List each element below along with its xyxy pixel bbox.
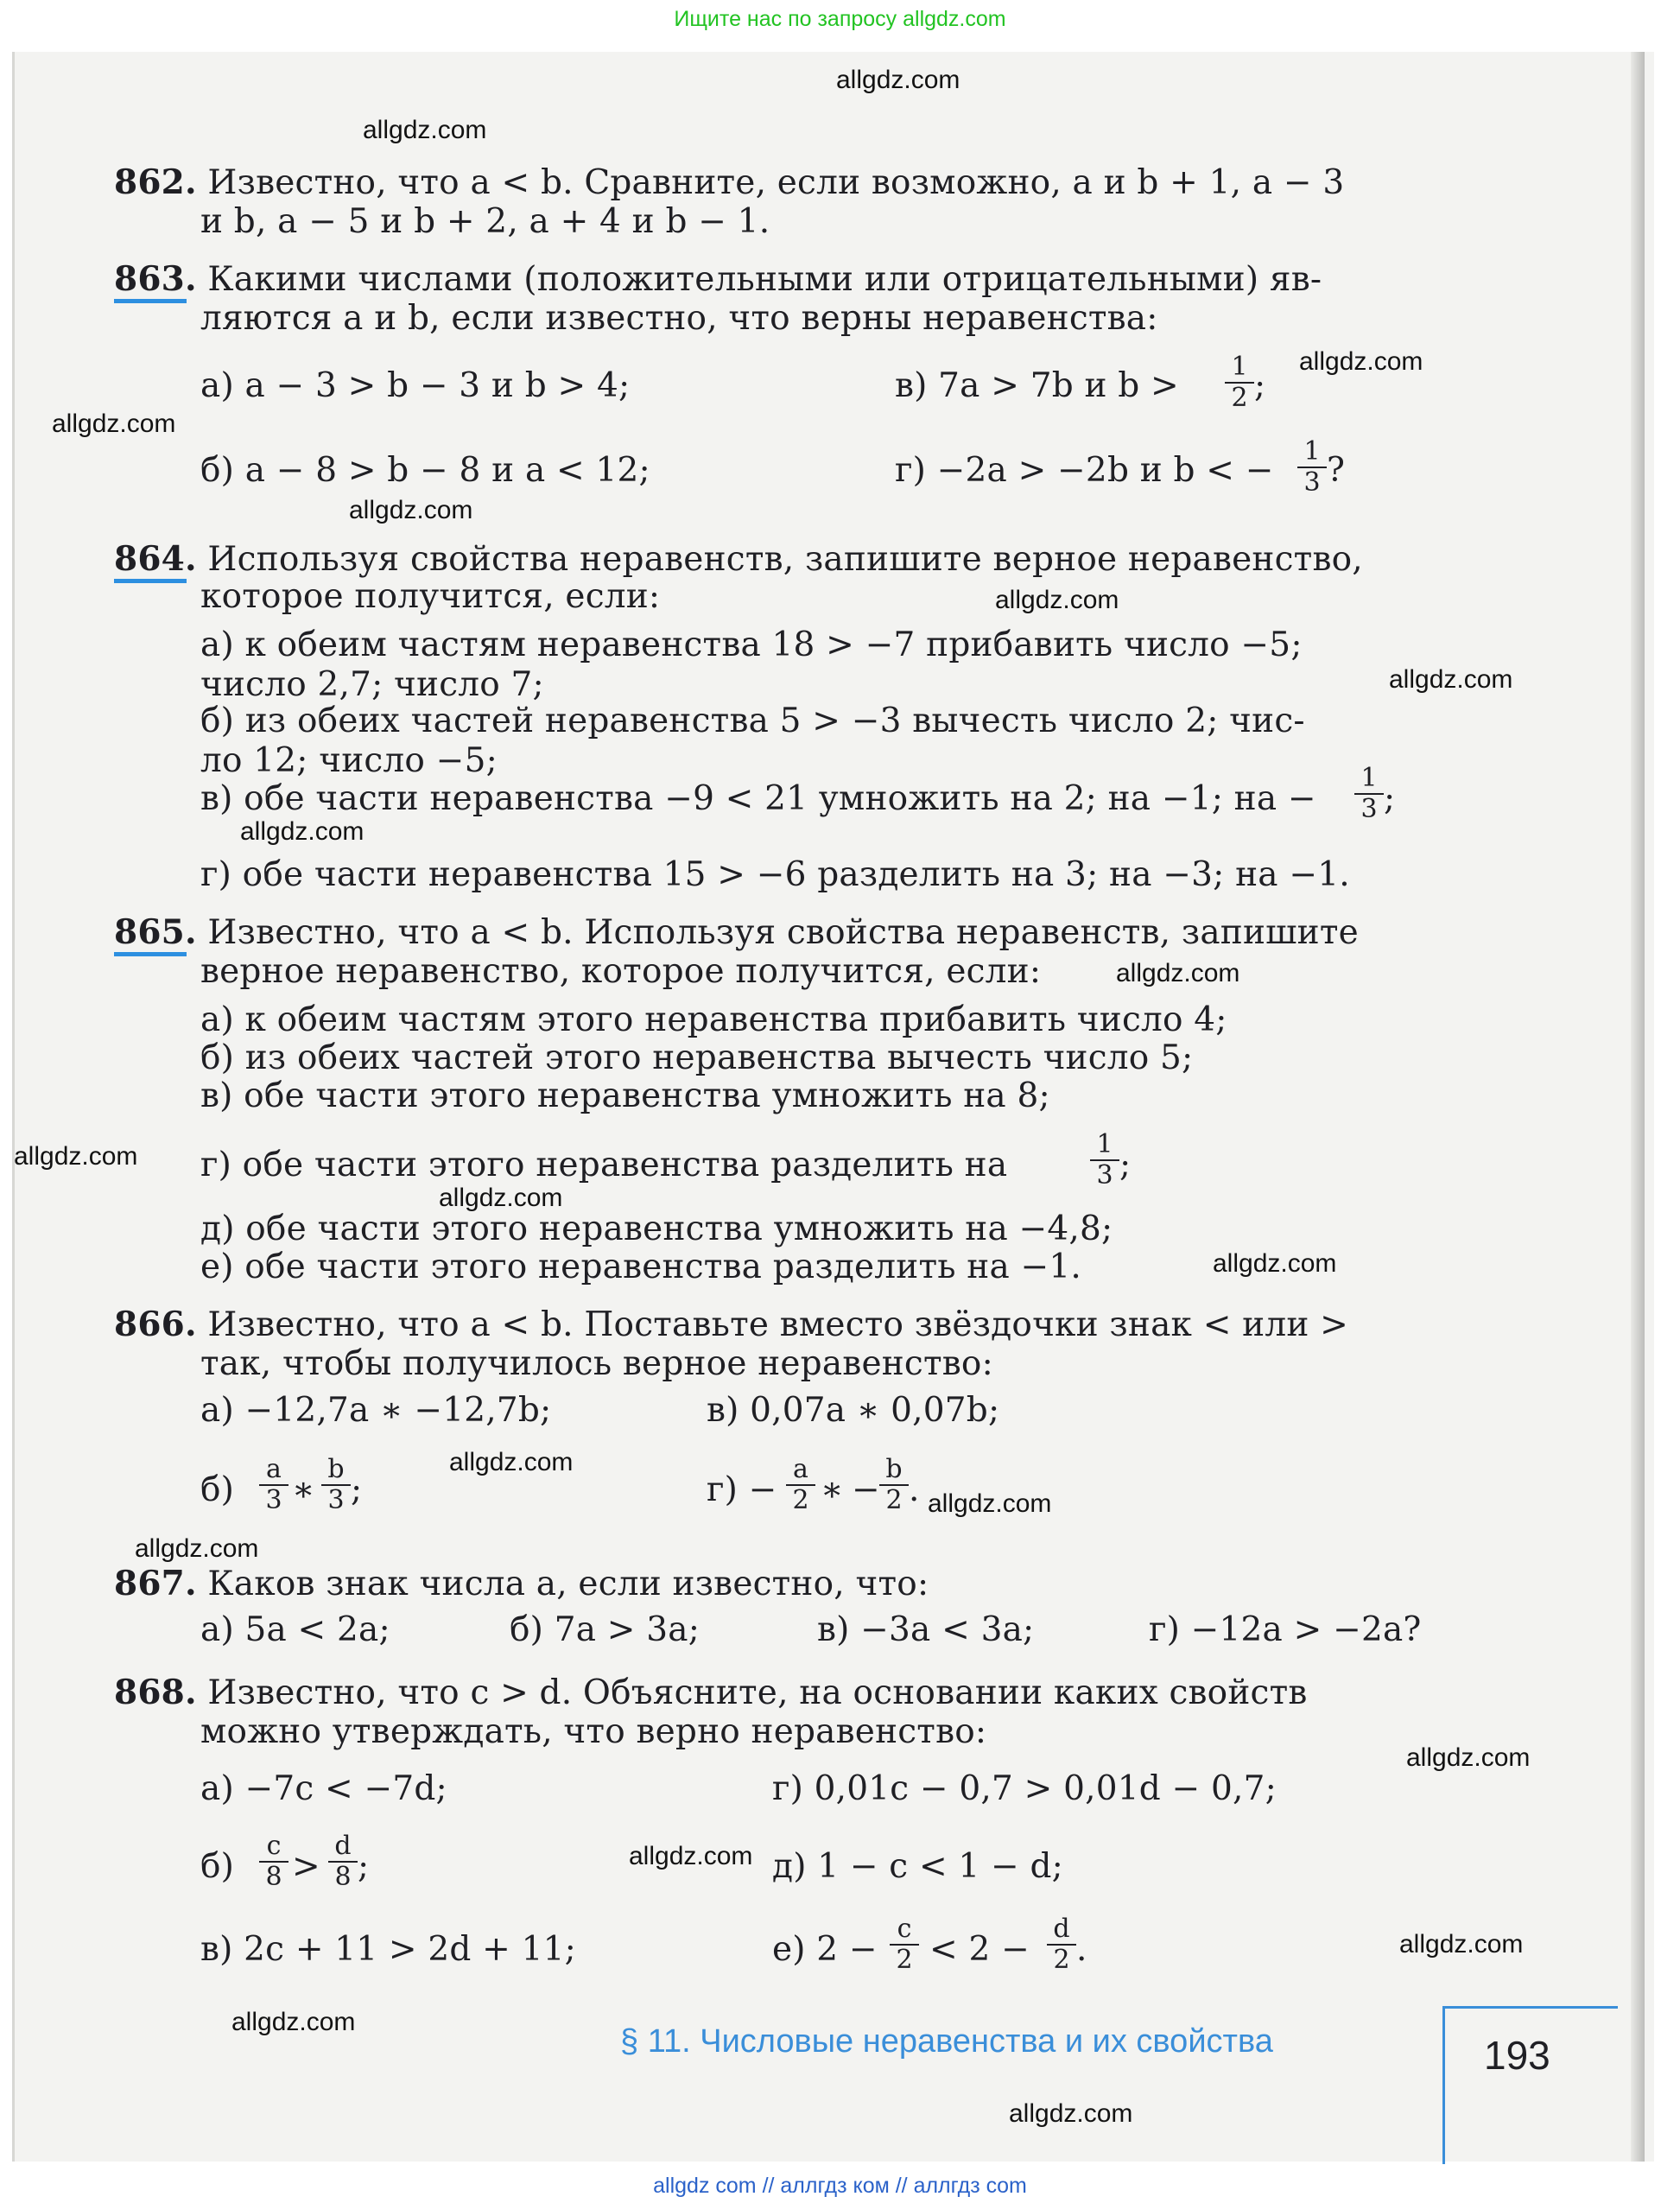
- exercise-865-line-1: [114, 912, 1359, 953]
- exercise-866-item-a: а) −12,7a ∗ −12,7b;: [200, 1391, 552, 1430]
- bottom-banner[interactable]: allgdz com // аллгдз ком // аллгдз com: [653, 2174, 1027, 2198]
- exercise-867-item-g: г) −12a > −2a?: [1149, 1610, 1422, 1649]
- exercise-863-line-2: ляются a и b, если известно, что верны неравенства:: [200, 299, 1158, 338]
- star-operator: ∗: [821, 1470, 844, 1509]
- exercise-text: Известно, что a < b. Сравните, если возможно, a и b + 1, a − 3: [207, 163, 1345, 202]
- exercise-868-item-b: б): [200, 1847, 235, 1886]
- top-banner[interactable]: Ищите нас по запросу allgdz.com: [674, 7, 1006, 31]
- fraction-one-third: $\frac{1}{3}$: [1090, 1132, 1119, 1189]
- exercise-text: Используя свойства неравенств, запишите верное неравенство,: [207, 540, 1363, 579]
- exercise-number: 865.: [114, 912, 197, 952]
- exercise-868-item-a: а) −7c < −7d;: [200, 1769, 447, 1808]
- exercise-number: 867.: [114, 1564, 197, 1603]
- fraction-one-third: $\frac{1}{3}$: [1354, 765, 1384, 822]
- watermark: allgdz.com: [1406, 1743, 1531, 1772]
- exercise-865-item-b: б) из обеих частей этого неравенства вычесть число 5;: [200, 1038, 1194, 1077]
- fraction-c-over-8: $\frac{c}{8}$: [259, 1833, 288, 1890]
- exercise-868-line-1: [114, 1673, 1308, 1713]
- exercise-number-underline: [114, 299, 187, 303]
- exercise-862-line-1: [114, 162, 1344, 203]
- exercise-864-item-b-cont: ло 12; число −5;: [200, 741, 498, 780]
- exercise-text: Какими числами (положительными или отрицательными) яв-: [207, 260, 1322, 299]
- exercise-text: Каков знак числа a, если известно, что:: [207, 1565, 929, 1603]
- period: .: [1076, 1930, 1087, 1969]
- exercise-867-item-v: в) −3a < 3a;: [817, 1610, 1035, 1649]
- watermark: allgdz.com: [449, 1448, 574, 1476]
- fraction-d-over-2: $\frac{d}{2}$: [1047, 1916, 1076, 1973]
- watermark: allgdz.com: [1399, 1930, 1524, 1959]
- exercise-866-item-g: г) −: [707, 1470, 777, 1509]
- exercise-868-line-2: можно утверждать, что верно неравенство:: [200, 1712, 987, 1751]
- minus-sign: −: [852, 1470, 880, 1509]
- exercise-868-item-e: е) 2 −: [772, 1930, 878, 1969]
- watermark: allgdz.com: [1213, 1249, 1337, 1278]
- semicolon: ;: [1254, 366, 1266, 405]
- semicolon: ;: [1119, 1146, 1132, 1184]
- exercise-863-item-a: а) a − 3 > b − 3 и b > 4;: [200, 366, 631, 405]
- exercise-866-item-b: б): [200, 1470, 235, 1509]
- exercise-text: Известно, что a < b. Поставьте вместо звёздочки знак < или >: [207, 1305, 1349, 1344]
- exercise-866-item-v: в) 0,07a ∗ 0,07b;: [707, 1391, 1000, 1430]
- exercise-867-item-b: б) 7a > 3a;: [510, 1610, 701, 1649]
- exercise-865-line-2: верное неравенство, которое получится, если:: [200, 952, 1042, 991]
- exercise-863-item-g: г) −2a > −2b и b < −: [895, 451, 1274, 490]
- star-operator: ∗: [292, 1470, 315, 1509]
- watermark: allgdz.com: [995, 586, 1119, 614]
- exercise-865-item-e: е) обе части этого неравенства разделить на −1.: [200, 1248, 1082, 1286]
- exercise-number: 864.: [114, 539, 197, 579]
- exercise-864-item-a-cont: число 2,7; число 7;: [200, 665, 544, 704]
- exercise-text: Известно, что c > d. Объясните, на основании каких свойств: [207, 1673, 1308, 1712]
- watermark: allgdz.com: [52, 409, 176, 438]
- exercise-862-line-2: и b, a − 5 и b + 2, a + 4 и b − 1.: [200, 202, 770, 241]
- exercise-number: 863.: [114, 259, 197, 299]
- exercise-866-line-1: [114, 1305, 1348, 1345]
- watermark: allgdz.com: [928, 1489, 1052, 1518]
- watermark: allgdz.com: [1389, 665, 1513, 694]
- exercise-863-item-b: б) a − 8 > b − 8 и a < 12;: [200, 451, 650, 490]
- watermark: allgdz.com: [629, 1842, 753, 1870]
- watermark: allgdz.com: [240, 817, 365, 846]
- exercise-number: 866.: [114, 1305, 197, 1344]
- watermark: allgdz.com: [836, 66, 960, 94]
- exercise-866-line-2: так, чтобы получилось верное неравенство:: [200, 1344, 993, 1383]
- section-title: § 11. Числовые неравенства и их свойства: [620, 2023, 1273, 2060]
- exercise-864-line-1: [114, 539, 1363, 580]
- semicolon: ;: [358, 1847, 370, 1886]
- exercise-864-line-2: которое получится, если:: [200, 577, 661, 616]
- fraction-a-over-2: $\frac{a}{2}$: [786, 1457, 815, 1514]
- watermark: allgdz.com: [363, 116, 487, 144]
- watermark: allgdz.com: [439, 1184, 563, 1212]
- exercise-864-item-g: г) обе части неравенства 15 > −6 разделить на 3; на −3; на −1.: [200, 855, 1350, 894]
- exercise-865-item-d: д) обе части этого неравенства умножить на −4,8;: [200, 1209, 1113, 1248]
- fraction-b-over-2: $\frac{b}{2}$: [879, 1457, 909, 1514]
- page-number-frame: [1442, 2006, 1618, 2164]
- exercise-865-item-a: а) к обеим частям этого неравенства прибавить число 4;: [200, 1000, 1227, 1039]
- fraction-one-third: $\frac{1}{3}$: [1297, 439, 1327, 496]
- exercise-865-item-v: в) обе части этого неравенства умножить на 8;: [200, 1076, 1050, 1115]
- watermark: allgdz.com: [14, 1142, 138, 1171]
- fraction-a-over-3: $\frac{a}{3}$: [259, 1457, 288, 1514]
- exercise-865-item-g: г) обе части этого неравенства разделить на: [200, 1146, 1008, 1184]
- exercise-868-item-v: в) 2c + 11 > 2d + 11;: [200, 1930, 577, 1969]
- exercise-867-item-a: а) 5a < 2a;: [200, 1610, 390, 1649]
- semicolon: ;: [1384, 779, 1396, 818]
- fraction-c-over-2: $\frac{c}{2}$: [890, 1916, 919, 1973]
- exercise-863-line-1: [114, 259, 1322, 300]
- exercise-text: Известно, что a < b. Используя свойства неравенств, запишите: [207, 913, 1359, 952]
- exercise-868-item-e-cont: < 2 −: [929, 1930, 1030, 1969]
- exercise-number: 862.: [114, 162, 197, 202]
- exercise-number-underline: [114, 952, 187, 956]
- watermark: allgdz.com: [1299, 347, 1423, 376]
- exercise-864-item-a: а) к обеим частям неравенства 18 > −7 прибавить число −5;: [200, 625, 1303, 664]
- watermark: allgdz.com: [1116, 959, 1240, 987]
- exercise-number-underline: [114, 579, 187, 583]
- exercise-868-item-g: г) 0,01c − 0,7 > 0,01d − 0,7;: [772, 1769, 1277, 1808]
- fraction-one-half: $\frac{1}{2}$: [1225, 354, 1254, 411]
- page-number: 193: [1484, 2033, 1550, 2078]
- watermark: allgdz.com: [135, 1534, 259, 1563]
- exercise-868-item-d: д) 1 − c < 1 − d;: [772, 1847, 1064, 1886]
- exercise-number: 868.: [114, 1673, 197, 1712]
- exercise-863-item-v: в) 7a > 7b и b >: [895, 366, 1179, 405]
- exercise-864-item-b: б) из обеих частей неравенства 5 > −3 вычесть число 2; чис-: [200, 702, 1305, 740]
- exercise-864-item-v: в) обе части неравенства −9 < 21 умножить на 2; на −1; на −: [200, 779, 1316, 818]
- fraction-d-over-8: $\frac{d}{8}$: [328, 1833, 358, 1890]
- exercise-867-line-1: [114, 1564, 929, 1604]
- semicolon: ;: [351, 1470, 363, 1509]
- question-mark: ?: [1327, 451, 1346, 490]
- period: .: [909, 1470, 920, 1509]
- page-edge-shadow: [1631, 52, 1645, 2162]
- watermark: allgdz.com: [231, 2008, 356, 2036]
- watermark: allgdz.com: [1009, 2099, 1133, 2128]
- fraction-b-over-3: $\frac{b}{3}$: [321, 1457, 351, 1514]
- greater-than: >: [292, 1847, 320, 1886]
- watermark: allgdz.com: [349, 496, 473, 524]
